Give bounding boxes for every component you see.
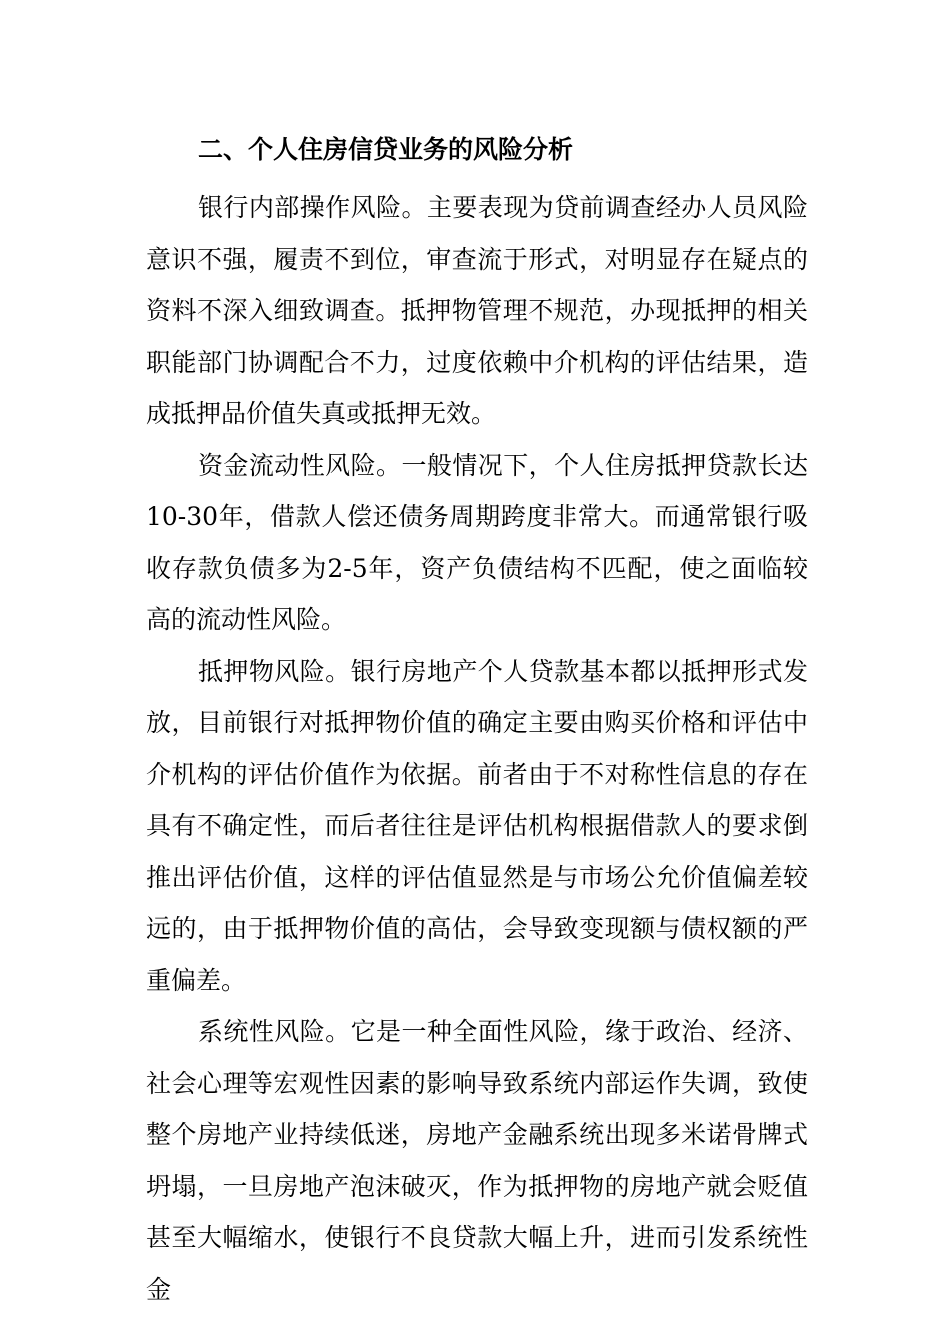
document-page [146,118,808,1315]
paragraph-collateral-risk: 抵押物风险。银行房地产个人贷款基本都以抵押形式发放，目前银行对抵押物价值的确定主要由购买价格和评估中介机构的评估价值作为依据。前者由于不对称性信息的存在具有不确定性，而后者往往是评估机构根据借款人的要求倒推出评估价值，这样的评估值显然是与市场公允价值偏差较远的，由于抵押物价值的高估，会导致变现额与债权额的严重偏差。 [146,656,808,995]
paragraph-liquidity-risk: 资金流动性风险。一般情况下，个人住房抵押贷款长达10-30年，借款人偿还债务周期跨度非常大。而通常银行吸收存款负债多为2-5年，资产负债结构不匹配，使之面临较高的流动性风险。 [146,450,808,634]
section-heading: 二、个人住房信贷业务的风险分析 [198,135,574,164]
paragraph-operational-risk: 银行内部操作风险。主要表现为贷前调查经办人员风险意识不强，履责不到位，审查流于形式，对明显存在疑点的资料不深入细致调查。抵押物管理不规范，办现抵押的相关职能部门协调配合不力，过度依赖中介机构的评估结果，造成抵押品价值失真或抵押无效。 [146,193,808,428]
paragraph-systemic-risk: 系统性风险。它是一种全面性风险，缘于政治、经济、社会心理等宏观性因素的影响导致系统内部运作失调，致使整个房地产业持续低迷，房地产金融系统出现多米诺骨牌式坍塌，一旦房地产泡沫破灭，作为抵押物的房地产就会贬值甚至大幅缩水，使银行不良贷款大幅上升，进而引发系统性金 [146,1017,808,1304]
